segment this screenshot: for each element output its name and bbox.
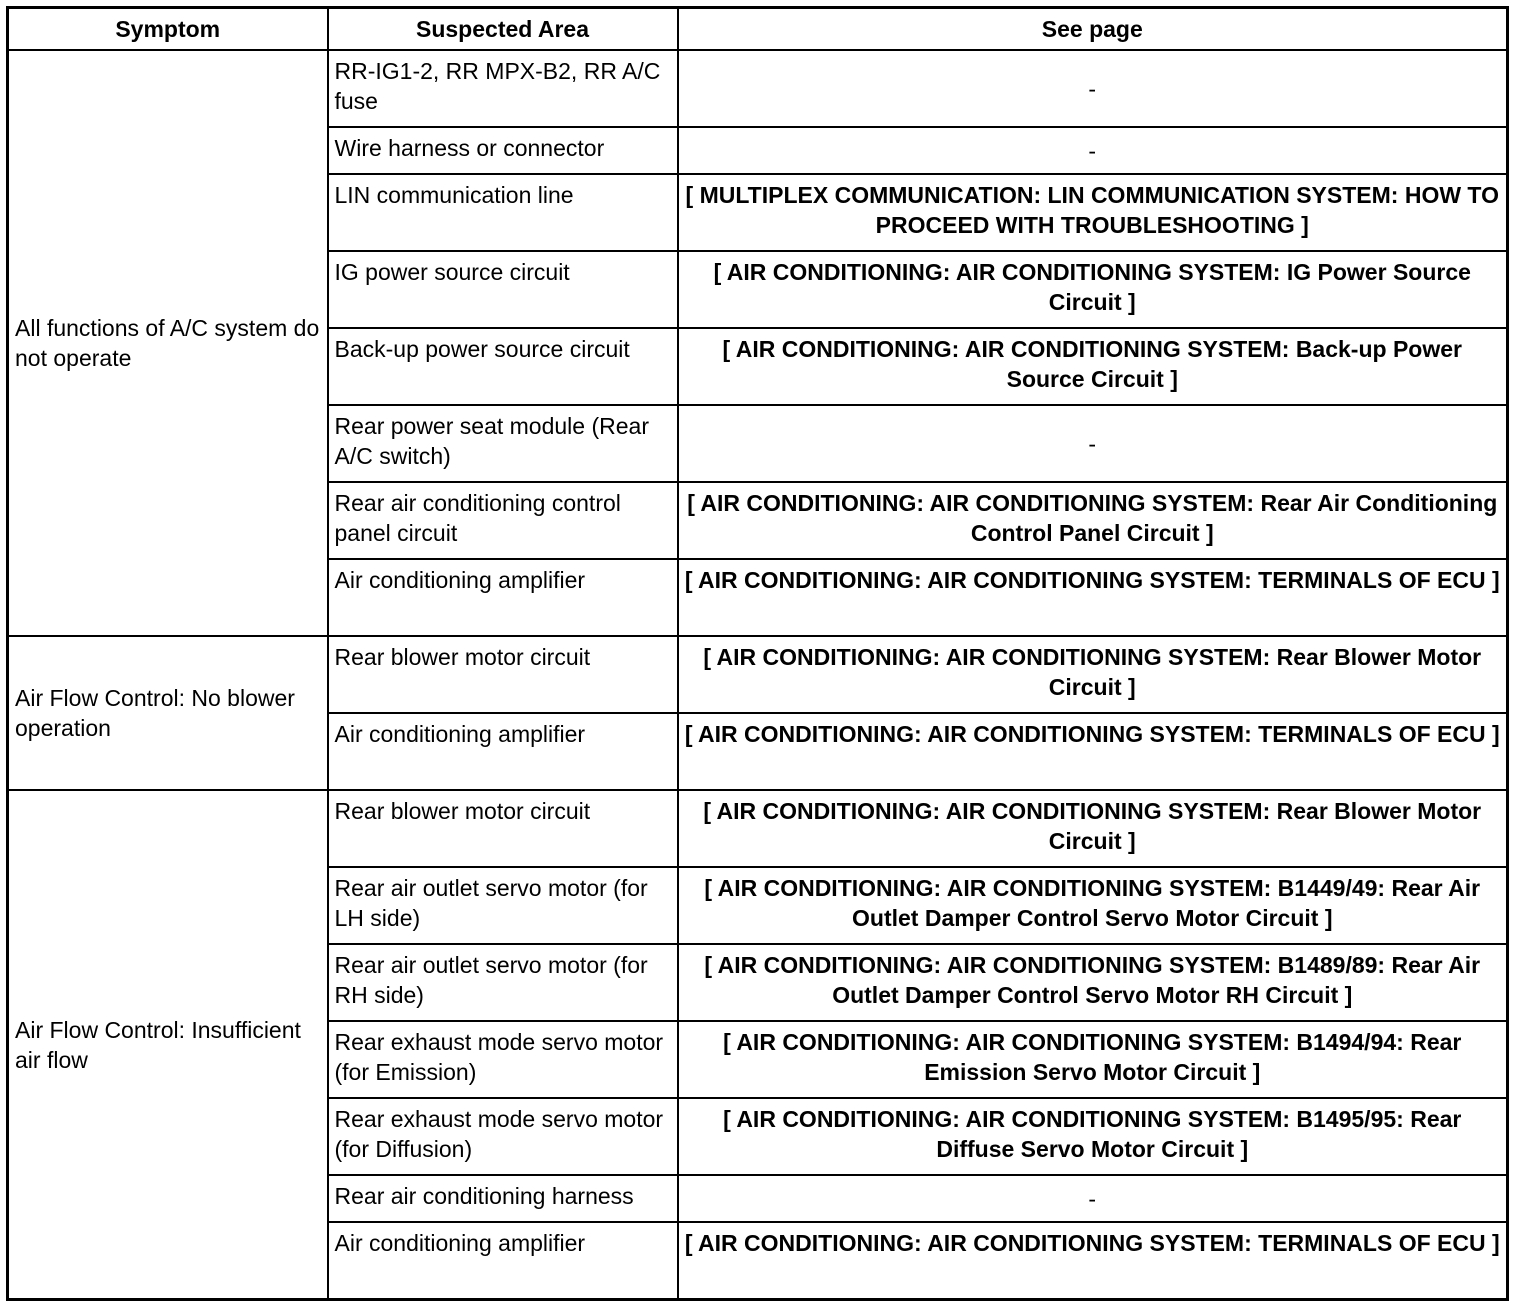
table-row [8,790,1508,867]
suspected-area-cell: Air conditioning amplifier [328,559,678,636]
see-page-cell: - [678,1175,1508,1222]
see-page-header: See page [678,8,1508,51]
suspected-area-cell: Rear air outlet servo motor (for LH side) [328,867,678,944]
see-page-link[interactable]: [ AIR CONDITIONING: AIR CONDITIONING SYSTEM: IG Power Source Circuit ] [678,251,1508,328]
suspected-area-cell: Back-up power source circuit [328,328,678,405]
see-page-link[interactable]: [ AIR CONDITIONING: AIR CONDITIONING SYSTEM: Back-up Power Source Circuit ] [678,328,1508,405]
suspected-area-header: Suspected Area [328,8,678,51]
see-page-link[interactable]: [ AIR CONDITIONING: AIR CONDITIONING SYSTEM: TERMINALS OF ECU ] [678,559,1508,636]
suspected-area-cell: Air conditioning amplifier [328,1222,678,1300]
symptom-header: Symptom [8,8,328,51]
see-page-link[interactable]: [ AIR CONDITIONING: AIR CONDITIONING SYSTEM: TERMINALS OF ECU ] [678,1222,1508,1300]
table-body [8,50,1508,1300]
see-page-link[interactable]: [ MULTIPLEX COMMUNICATION: LIN COMMUNICATION SYSTEM: HOW TO PROCEED WITH TROUBLESHOOTING ] [678,174,1508,251]
suspected-area-cell: Air conditioning amplifier [328,713,678,790]
see-page-link[interactable]: [ AIR CONDITIONING: AIR CONDITIONING SYSTEM: B1494/94: Rear Emission Servo Motor Circuit ] [678,1021,1508,1098]
see-page-link[interactable]: [ AIR CONDITIONING: AIR CONDITIONING SYSTEM: B1489/89: Rear Air Outlet Damper Control Servo Motor RH Circuit ] [678,944,1508,1021]
suspected-area-cell: Rear air outlet servo motor (for RH side) [328,944,678,1021]
see-page-link[interactable]: [ AIR CONDITIONING: AIR CONDITIONING SYSTEM: B1495/95: Rear Diffuse Servo Motor Circuit ] [678,1098,1508,1175]
symptom-cell: Air Flow Control: No blower operation [8,636,328,790]
symptom-cell: Air Flow Control: Insufficient air flow [8,790,328,1300]
see-page-link[interactable]: [ AIR CONDITIONING: AIR CONDITIONING SYSTEM: B1449/49: Rear Air Outlet Damper Control Servo Motor Circuit ] [678,867,1508,944]
see-page-link[interactable]: [ AIR CONDITIONING: AIR CONDITIONING SYSTEM: Rear Air Conditioning Control Panel Circuit ] [678,482,1508,559]
see-page-link[interactable]: [ AIR CONDITIONING: AIR CONDITIONING SYSTEM: Rear Blower Motor Circuit ] [678,790,1508,867]
table-row [8,636,1508,713]
symptom-cell: All functions of A/C system do not operate [8,50,328,636]
see-page-cell: - [678,50,1508,127]
suspected-area-cell: Rear power seat module (Rear A/C switch) [328,405,678,482]
suspected-area-cell: Rear air conditioning control panel circuit [328,482,678,559]
suspected-area-cell: Rear exhaust mode servo motor (for Emission) [328,1021,678,1098]
suspected-area-cell: Rear exhaust mode servo motor (for Diffusion) [328,1098,678,1175]
suspected-area-cell: Rear blower motor circuit [328,636,678,713]
see-page-link[interactable]: [ AIR CONDITIONING: AIR CONDITIONING SYSTEM: Rear Blower Motor Circuit ] [678,636,1508,713]
suspected-area-cell: Wire harness or connector [328,127,678,174]
see-page-cell: - [678,127,1508,174]
suspected-area-cell: RR-IG1-2, RR MPX-B2, RR A/C fuse [328,50,678,127]
see-page-cell: - [678,405,1508,482]
table-row [8,50,1508,127]
suspected-area-cell: IG power source circuit [328,251,678,328]
suspected-area-cell: Rear blower motor circuit [328,790,678,867]
suspected-area-cell: LIN communication line [328,174,678,251]
header-row [8,8,1508,51]
diagnosis-table [6,6,1509,1301]
see-page-link[interactable]: [ AIR CONDITIONING: AIR CONDITIONING SYSTEM: TERMINALS OF ECU ] [678,713,1508,790]
suspected-area-cell: Rear air conditioning harness [328,1175,678,1222]
